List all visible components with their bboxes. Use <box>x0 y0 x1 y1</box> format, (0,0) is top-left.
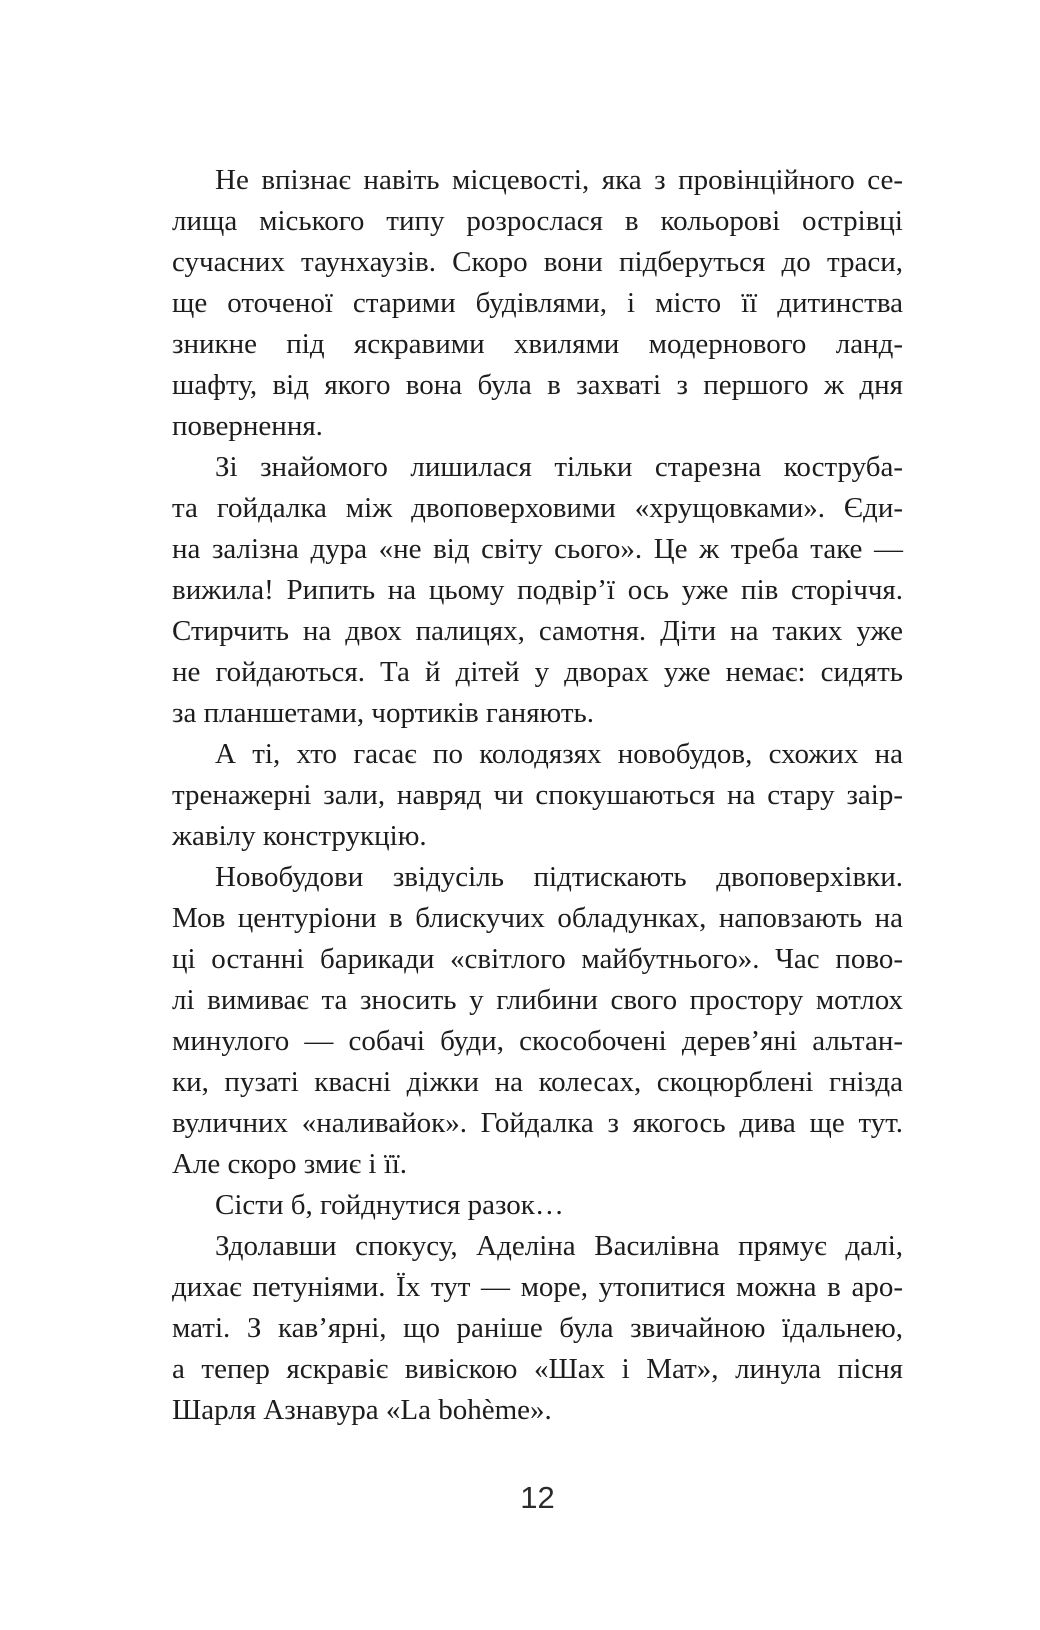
text-line: вуличних «наливайок». Гойдалка з якогось дива ще тут. <box>172 1107 903 1139</box>
text-line: Новобудови звідусіль підтискають двоповерхівки. <box>215 861 903 893</box>
text-line: Стирчить на двох палицях, самотня. Діти на таких уже <box>172 615 903 647</box>
text-line: сучасних таунхаузів. Скоро вони підберуться до траси, <box>172 246 903 278</box>
text-line: минулого — собачі буди, скособочені дерев’яні альтан- <box>172 1025 903 1057</box>
text-line: ще оточеної старими будівлями, і місто її дитинства <box>172 287 903 319</box>
paragraph <box>172 1226 903 1431</box>
text-line: ки, пузаті квасні діжки на колесах, скоцюрблені гнізда <box>172 1066 903 1098</box>
body-text <box>172 160 903 1431</box>
text-line: тренажерні зали, навряд чи спокушаються на стару заір- <box>172 779 903 811</box>
text-line: не гойдаються. Та й дітей у дворах уже немає: сидять <box>172 656 903 688</box>
text-line: ці останні барикади «світлого майбутнього». Час пово- <box>172 943 903 975</box>
text-line: А ті, хто гасає по колодязях новобудов, схожих на <box>215 738 903 770</box>
text-line: та гойдалка між двоповерховими «хрущовками». Єди- <box>172 492 903 524</box>
text-line: а тепер яскравіє вивіскою «Шах і Мат», линула пісня <box>172 1353 903 1385</box>
text-line: жавілу конструкцію. <box>172 820 427 852</box>
text-line: Шарля Азнавура «La bohème». <box>172 1394 552 1426</box>
paragraph <box>172 447 903 734</box>
text-line: лі вимиває та зносить у глибини свого простору мотлох <box>172 984 903 1016</box>
paragraph <box>172 734 903 857</box>
text-line: на залізна дура «не від світу сього». Це ж треба таке — <box>172 533 903 565</box>
text-line: Здолавши спокусу, Аделіна Василівна прямує далі, <box>215 1230 903 1262</box>
text-line: дихає петуніями. Їх тут — море, утопитися можна в аро- <box>172 1271 903 1303</box>
text-line: вижила! Рипить на цьому подвір’ї ось уже пів сторіччя. <box>172 574 903 606</box>
page-number: 12 <box>520 1480 555 1515</box>
text-line: маті. З кав’ярні, що раніше була звичайною їдальнею, <box>172 1312 903 1344</box>
paragraph <box>172 857 903 1185</box>
text-line: повернення. <box>172 410 323 442</box>
text-line: зникне під яскравими хвилями модернового ланд- <box>172 328 903 360</box>
text-line: лища міського типу розрослася в кольорові острівці <box>172 205 903 237</box>
paragraph <box>172 160 903 447</box>
text-line: Мов центуріони в блискучих обладунках, наповзають на <box>172 902 903 934</box>
text-line: Не впізнає навіть місцевості, яка з провінційного се- <box>215 164 903 196</box>
text-line: за планшетами, чортиків ганяють. <box>172 697 594 729</box>
text-line: Зі знайомого лишилася тільки старезна коструба- <box>215 451 903 483</box>
text-line: шафту, від якого вона була в захваті з першого ж дня <box>172 369 903 401</box>
text-line: Але скоро змиє і її. <box>172 1148 408 1180</box>
paragraph <box>172 1185 903 1226</box>
text-line: Сісти б, гойднутися разок… <box>215 1189 564 1221</box>
